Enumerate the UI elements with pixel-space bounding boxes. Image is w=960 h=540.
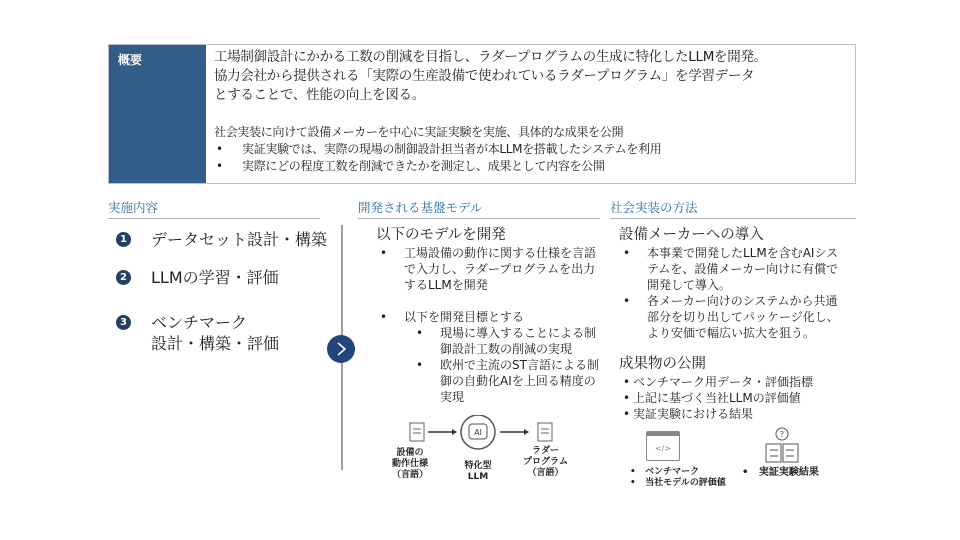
summary-sub: 社会実装に向けて設備メーカーを中心に実証実験を実施、具体的な成果を公開 <box>214 125 624 139</box>
deployment-column: 設備メーカーへの導入 • 本事業で開発したLLMを含むAIシステムを、設備メーカー向けに有償で開発して導入。 • 各メーカー向けのシステムから共通部分を切り出してパッケージ化し、より安価で幅広い拡大を狙う。 成果物の公開 • ベンチマーク用データ・評価指標 • 上記に基づく当社LLMの評価値 • 実証実験における結果 <box>619 226 849 422</box>
number-badge: 1 <box>116 232 131 247</box>
section-title-deployment: 社会実装の方法 <box>610 198 856 219</box>
item-text: ベンチマーク <box>151 313 248 332</box>
model-caption: 特化型 LLM <box>464 461 492 482</box>
book-question-icon <box>762 426 802 464</box>
bullet: 以下を開発目標とする <box>404 310 525 324</box>
section-title-model: 開発される基盤モデル <box>358 198 600 219</box>
model-heading: 以下のモデルを開発 <box>376 227 506 243</box>
benchmark-caption: • ベンチマーク • 当社モデルの評価値 <box>630 467 726 488</box>
document-icon <box>538 423 552 441</box>
svg-text:?: ? <box>779 430 785 439</box>
deliverables-heading: 成果物の公開 <box>619 356 706 372</box>
svg-text:AI: AI <box>474 428 482 437</box>
deployment-heading: 設備メーカーへの導入 <box>619 227 764 243</box>
number-badge: 2 <box>116 270 131 285</box>
bullet: 上記に基づく当社LLMの評価値 <box>633 391 801 405</box>
list-item <box>116 229 327 250</box>
summary-bullet: 実証実験では、実際の現場の制御設計担当者が本LLMを搭載したシステムを利用 <box>242 142 662 156</box>
bullet: 本事業で開発したLLMを含むAIシステムを、設備メーカー向けに有償で開発して導入。 <box>647 246 839 292</box>
summary-line: 協力会社から提供される「実際の生産設備で使われているラダープログラム」を学習データ <box>214 68 755 84</box>
code-window-icon: </> <box>646 431 680 461</box>
input-caption: 設備の 動作仕様 （言語） <box>391 448 428 480</box>
bullet: ベンチマーク用データ・評価指標 <box>633 375 814 389</box>
summary-body: 工場制御設計にかかる工数の削減を目指し、ラダープログラムの生成に特化したLLMを開発。 協力会社から提供される「実際の生産設備で使われているラダープログラム」を学習データ とすることで、性能の向上を図る。 社会実装に向けて設備メーカーを中心に実証実験を実施、具体的な成果を公開 • 実証実験では、実際の現場の制御設計担当者が本LLMを搭載したシステムを利用 • 実際にどの程度工数を削減できたかを測定し、成果として内容を公開 <box>206 45 855 183</box>
sub-bullet: 現場に導入することによる制御設計工数の削減の実現 <box>440 326 597 356</box>
number-badge: 3 <box>116 315 131 330</box>
document-icon <box>410 423 424 441</box>
results-caption: • 実証実験結果 <box>742 467 819 478</box>
output-caption: ラダー プログラム （言語） <box>523 446 568 478</box>
list-item <box>116 312 279 354</box>
summary-bullet: 実際にどの程度工数を削減できたかを測定し、成果として内容を公開 <box>242 159 605 173</box>
summary-label: 概要 <box>109 45 206 183</box>
summary-line: 工場制御設計にかかる工数の削減を目指し、ラダープログラムの生成に特化したLLMを開発。 <box>214 49 767 65</box>
summary-line: とすることで、性能の向上を図る。 <box>214 87 425 103</box>
bullet: 実証実験における結果 <box>633 407 754 421</box>
model-column: 以下のモデルを開発 • 工場設備の動作に関する仕様を言語で入力し、ラダープログラムを出力するLLMを開発 • 以下を開発目標とする • 現場に導入することによる制御設計工数の削減の実現 • 欧州で主流のST言語による制御の自動化AIを上回る精度の実現 <box>376 226 601 405</box>
chevron-right-icon <box>327 335 355 363</box>
section-title-implementation: 実施内容 <box>108 198 320 219</box>
item-text: 設計・構築・評価 <box>151 334 280 353</box>
summary-box <box>108 44 856 184</box>
item-text: LLMの学習・評価 <box>151 268 279 287</box>
bullet: 工場設備の動作に関する仕様を言語で入力し、ラダープログラムを出力するLLMを開発 <box>404 246 597 292</box>
item-text: データセット設計・構築 <box>151 230 328 249</box>
list-item <box>116 267 279 288</box>
sub-bullet: 欧州で主流のST言語による制御の自動化AIを上回る精度の実現 <box>440 358 599 404</box>
bullet: 各メーカー向けのシステムから共通部分を切り出してパッケージ化し、より安価で幅広い拡大を狙う。 <box>647 294 839 340</box>
